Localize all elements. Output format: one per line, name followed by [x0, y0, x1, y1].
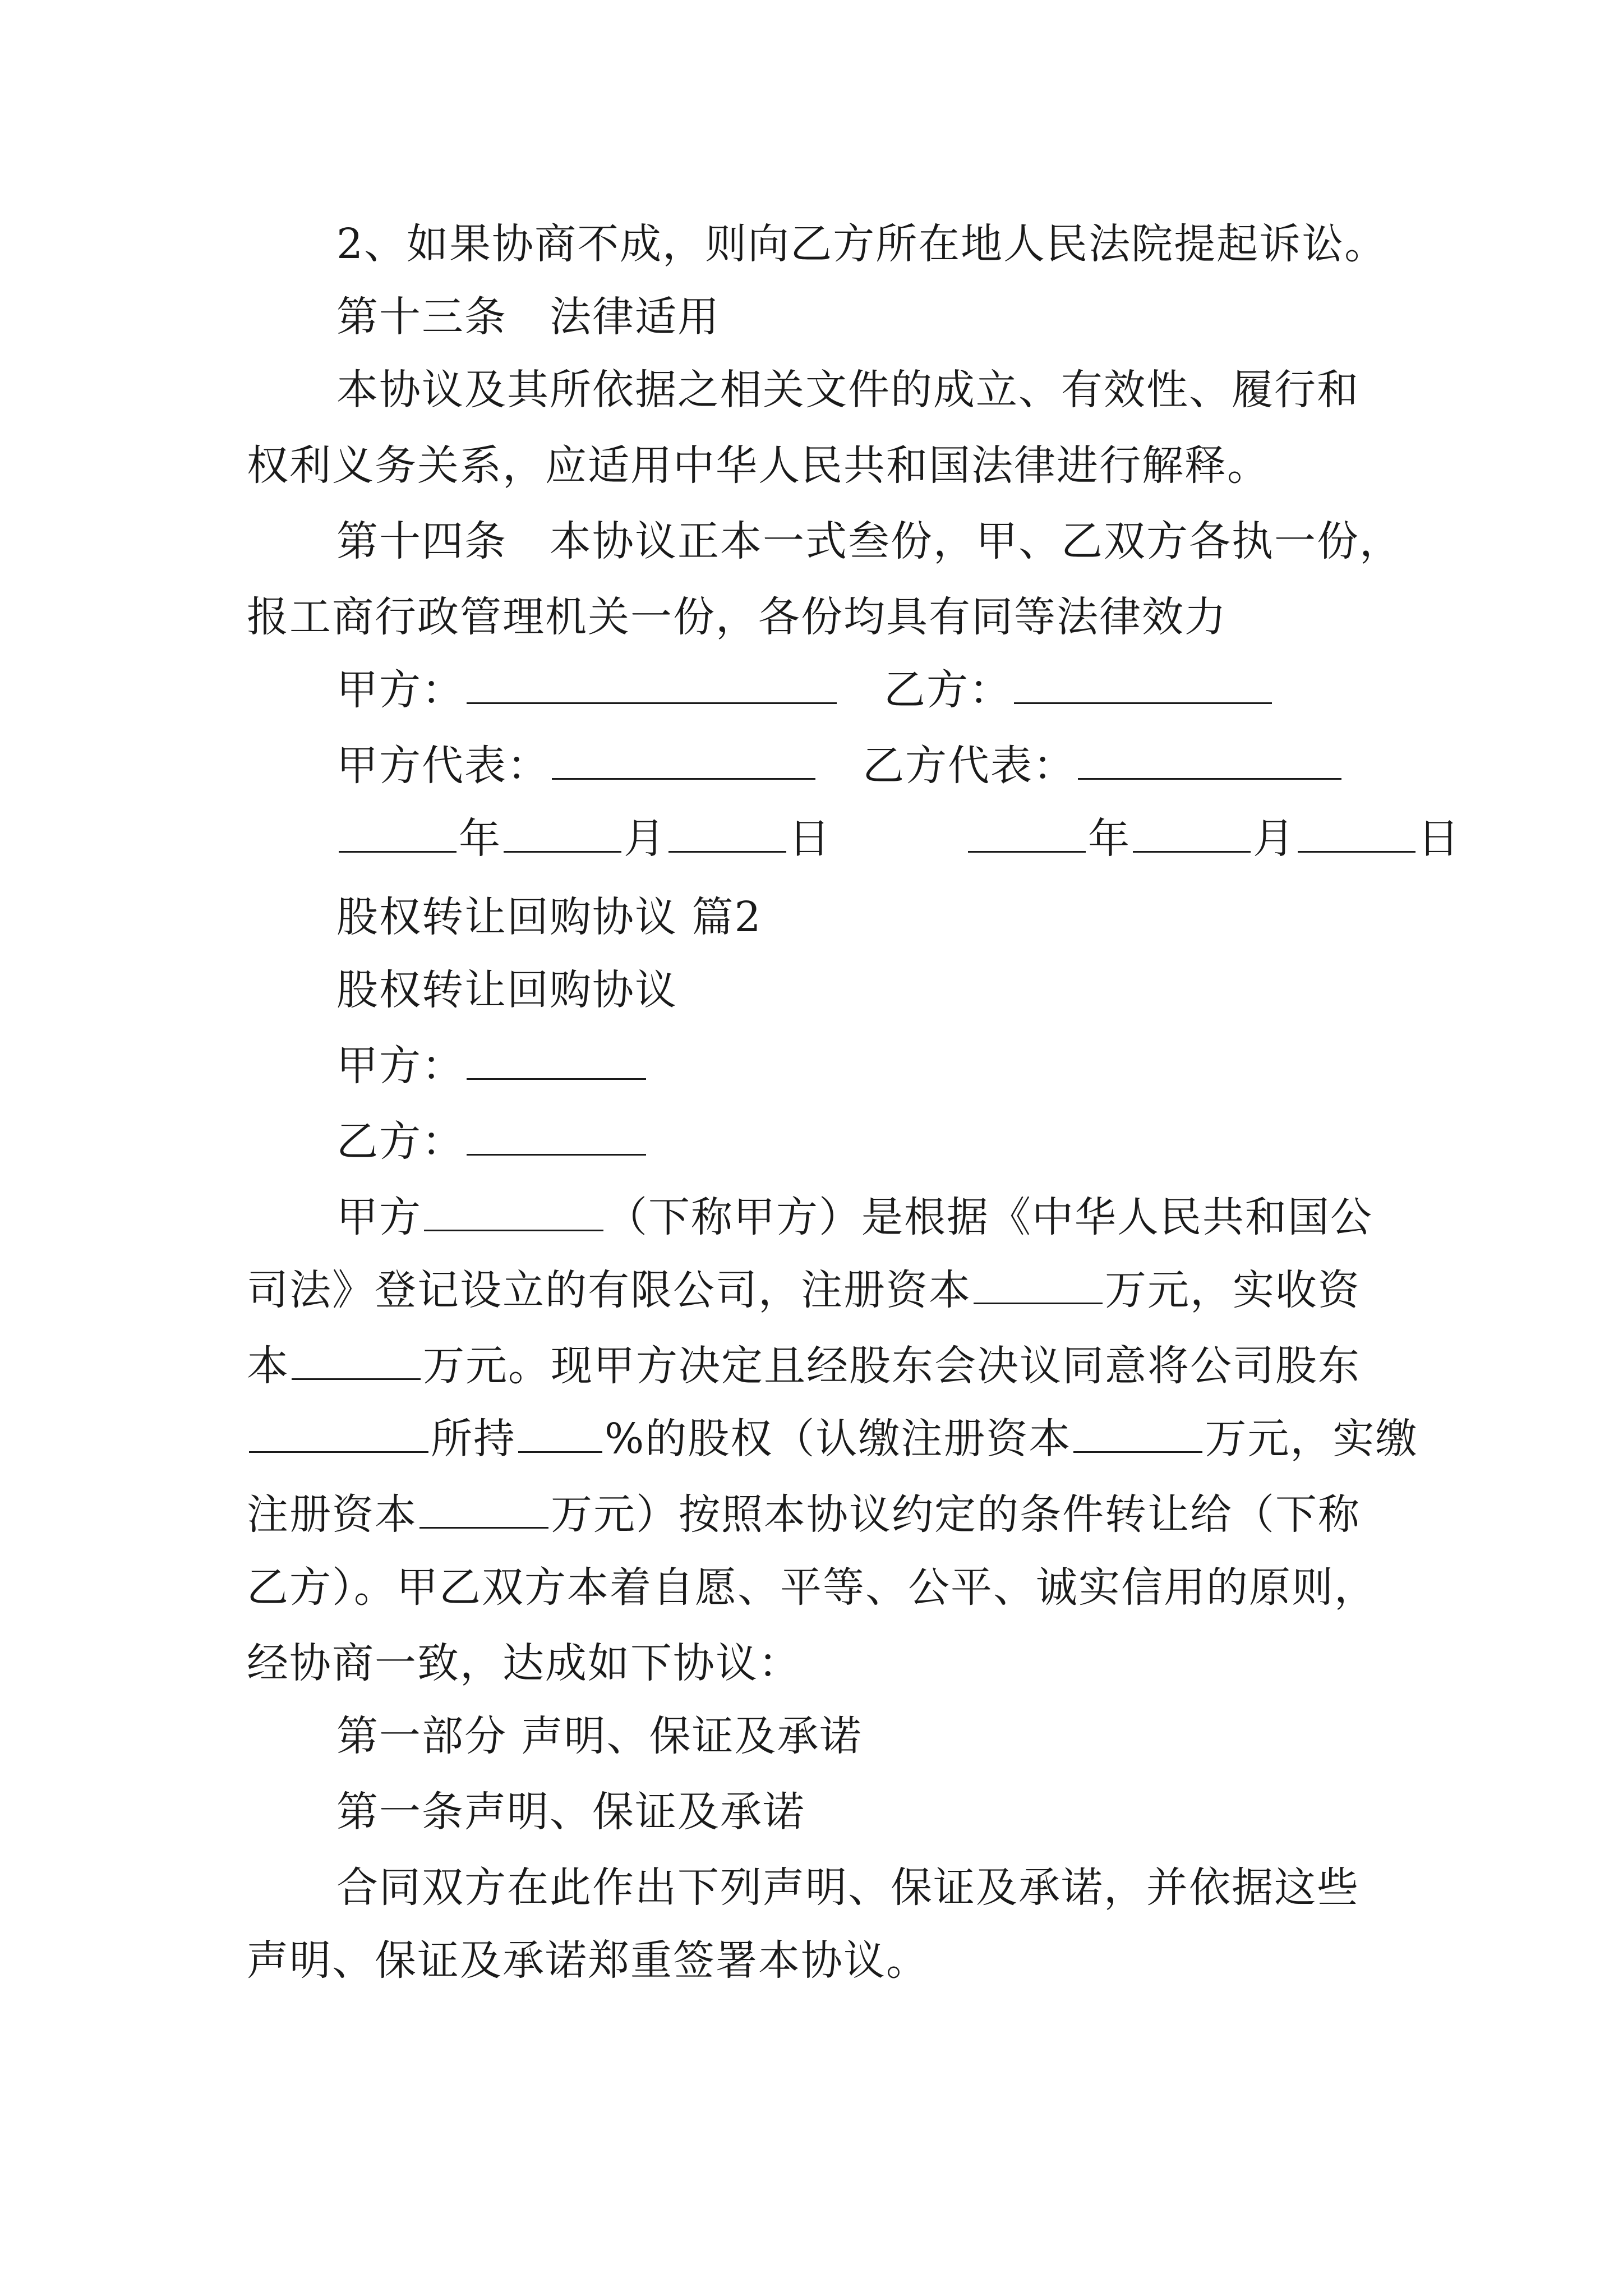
agreement-party-a-row: 甲方： — [336, 1038, 1391, 1094]
agreement-title: 股权转让回购协议 — [336, 966, 677, 1014]
party-b-blank — [1014, 666, 1272, 704]
signature-party-row — [336, 662, 1391, 718]
party-a-blank — [467, 666, 837, 704]
day-blank-a — [668, 815, 786, 853]
agreement-party-a-blank — [467, 1042, 646, 1080]
preamble-line-6: 乙方）。甲乙双方本着自愿、平等、公平、诚实信用的原则， — [247, 1563, 1377, 1612]
year-blank-a — [339, 815, 457, 853]
preamble-line-2: 司法》登记设立的有限公司，注册资本 万元，实收资 — [247, 1266, 1361, 1314]
preamble-line-1: 甲方 （下称甲方）是根据《中华人民共和国公 — [336, 1193, 1373, 1241]
article-1-text-line-2: 声明、保证及承诺郑重签署本协议。 — [247, 1936, 929, 1985]
party-b-label: 乙方： — [884, 666, 1012, 714]
party-a-rep-blank — [552, 742, 815, 780]
preamble-line-5: 注册资本 万元）按照本协议约定的条件转让给（下称 — [247, 1490, 1361, 1539]
party-b-rep-blank — [1078, 742, 1341, 780]
party-a-rep-label: 甲方代表： — [336, 742, 550, 790]
party-a-label: 甲方： — [336, 666, 464, 714]
preamble-line-4: 所持 %的股权（认缴注册资本 万元，实缴 — [247, 1411, 1391, 1467]
signature-representative-row — [336, 738, 1391, 794]
article-14-line-1: 第十四条 本协议正本一式叁份，甲、乙双方各执一份， — [336, 517, 1402, 565]
article-1-heading: 第一条声明、保证及承诺 — [336, 1788, 805, 1836]
agreement-party-b-blank — [467, 1118, 646, 1156]
preamble-line-3: 本 万元。现甲方决定且经股东会决议同意将公司股东 — [247, 1342, 1361, 1390]
article-13-text-line-1: 本协议及其所依据之相关文件的成立、有效性、履行和 — [336, 366, 1359, 414]
day-blank-b — [1298, 815, 1415, 853]
clause-12-item-2: 2、如果协商不成，则向乙方所在地人民法院提起诉讼。 — [336, 220, 1387, 268]
party-b-rep-label: 乙方代表： — [863, 742, 1076, 790]
section-2-heading: 股权转让回购协议 篇2 — [336, 893, 762, 941]
preamble-line-7: 经协商一致，达成如下协议： — [247, 1639, 801, 1687]
article-14-line-2: 报工商行政管理机关一份，各份均具有同等法律效力 — [247, 593, 1227, 641]
month-blank-b — [1133, 815, 1251, 853]
article-13-heading: 第十三条 法律适用 — [336, 293, 720, 341]
signature-date-row: 年 月 日 年 月 日 — [336, 811, 1391, 867]
month-blank-a — [504, 815, 621, 853]
part-1-title: 第一部分 声明、保证及承诺 — [336, 1712, 863, 1760]
agreement-party-b-row: 乙方： — [336, 1114, 1391, 1170]
year-blank-b — [968, 815, 1086, 853]
article-13-text-line-2: 权利义务关系，应适用中华人民共和国法律进行解释。 — [247, 441, 1270, 490]
article-1-text-line-1: 合同双方在此作出下列声明、保证及承诺，并依据这些 — [336, 1864, 1359, 1912]
